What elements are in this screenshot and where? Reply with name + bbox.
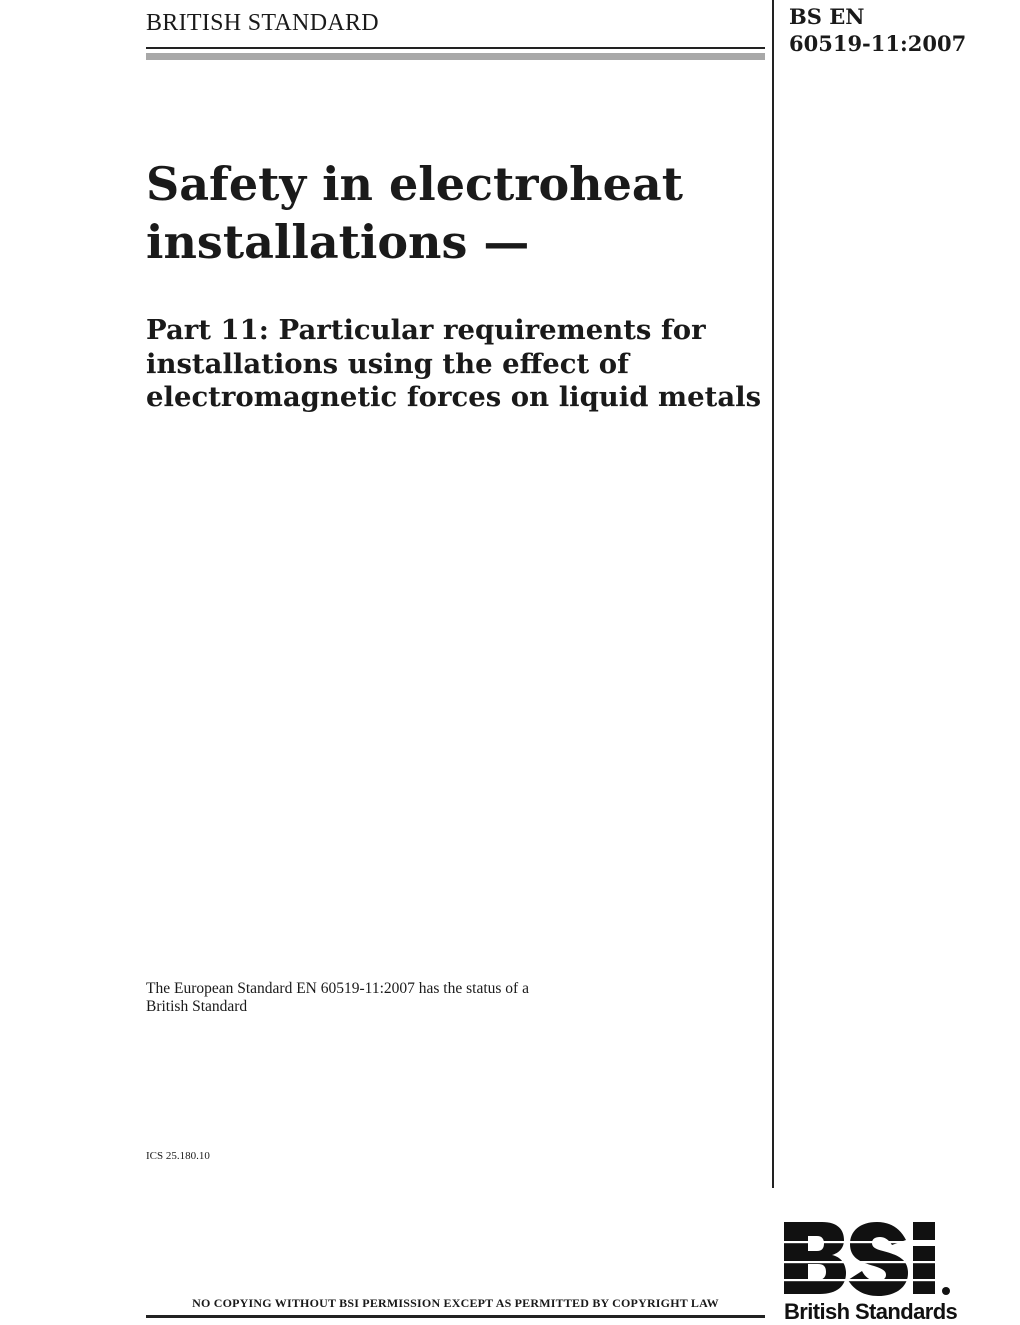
header-rule-thick: [146, 53, 765, 60]
copyright-notice: NO COPYING WITHOUT BSI PERMISSION EXCEPT AS PERMITTED BY COPYRIGHT LAW: [192, 1296, 719, 1310]
status-note-line1: The European Standard EN 60519-11:2007 has the status of a: [146, 980, 529, 997]
bsi-logo-subtitle: British Standards: [784, 1299, 958, 1324]
bsi-logo-mark: [782, 1218, 960, 1300]
title-line2: installations —: [146, 215, 530, 269]
subtitle-line3: electromagnetic forces on liquid metals: [146, 381, 762, 413]
subtitle-line1: Part 11: Particular requirements for: [146, 314, 706, 346]
standard-number-line2: 60519-11:2007: [789, 31, 967, 56]
standard-number-line1: BS EN: [789, 4, 865, 29]
footer-rule: [146, 1315, 765, 1318]
status-note-line2: British Standard: [146, 998, 248, 1015]
subtitle-line2: installations using the effect of: [146, 347, 629, 380]
document-title: [146, 155, 766, 271]
margin-divider: [772, 0, 774, 1188]
ics-code: ICS 25.180.10: [146, 1150, 210, 1162]
standard-number: [789, 3, 966, 57]
title-line1: Safety in electroheat: [146, 157, 683, 211]
series-label: BRITISH STANDARD: [146, 10, 379, 36]
header-rule-thin: [146, 47, 765, 49]
status-note: [146, 980, 746, 1016]
document-subtitle: [146, 314, 771, 415]
